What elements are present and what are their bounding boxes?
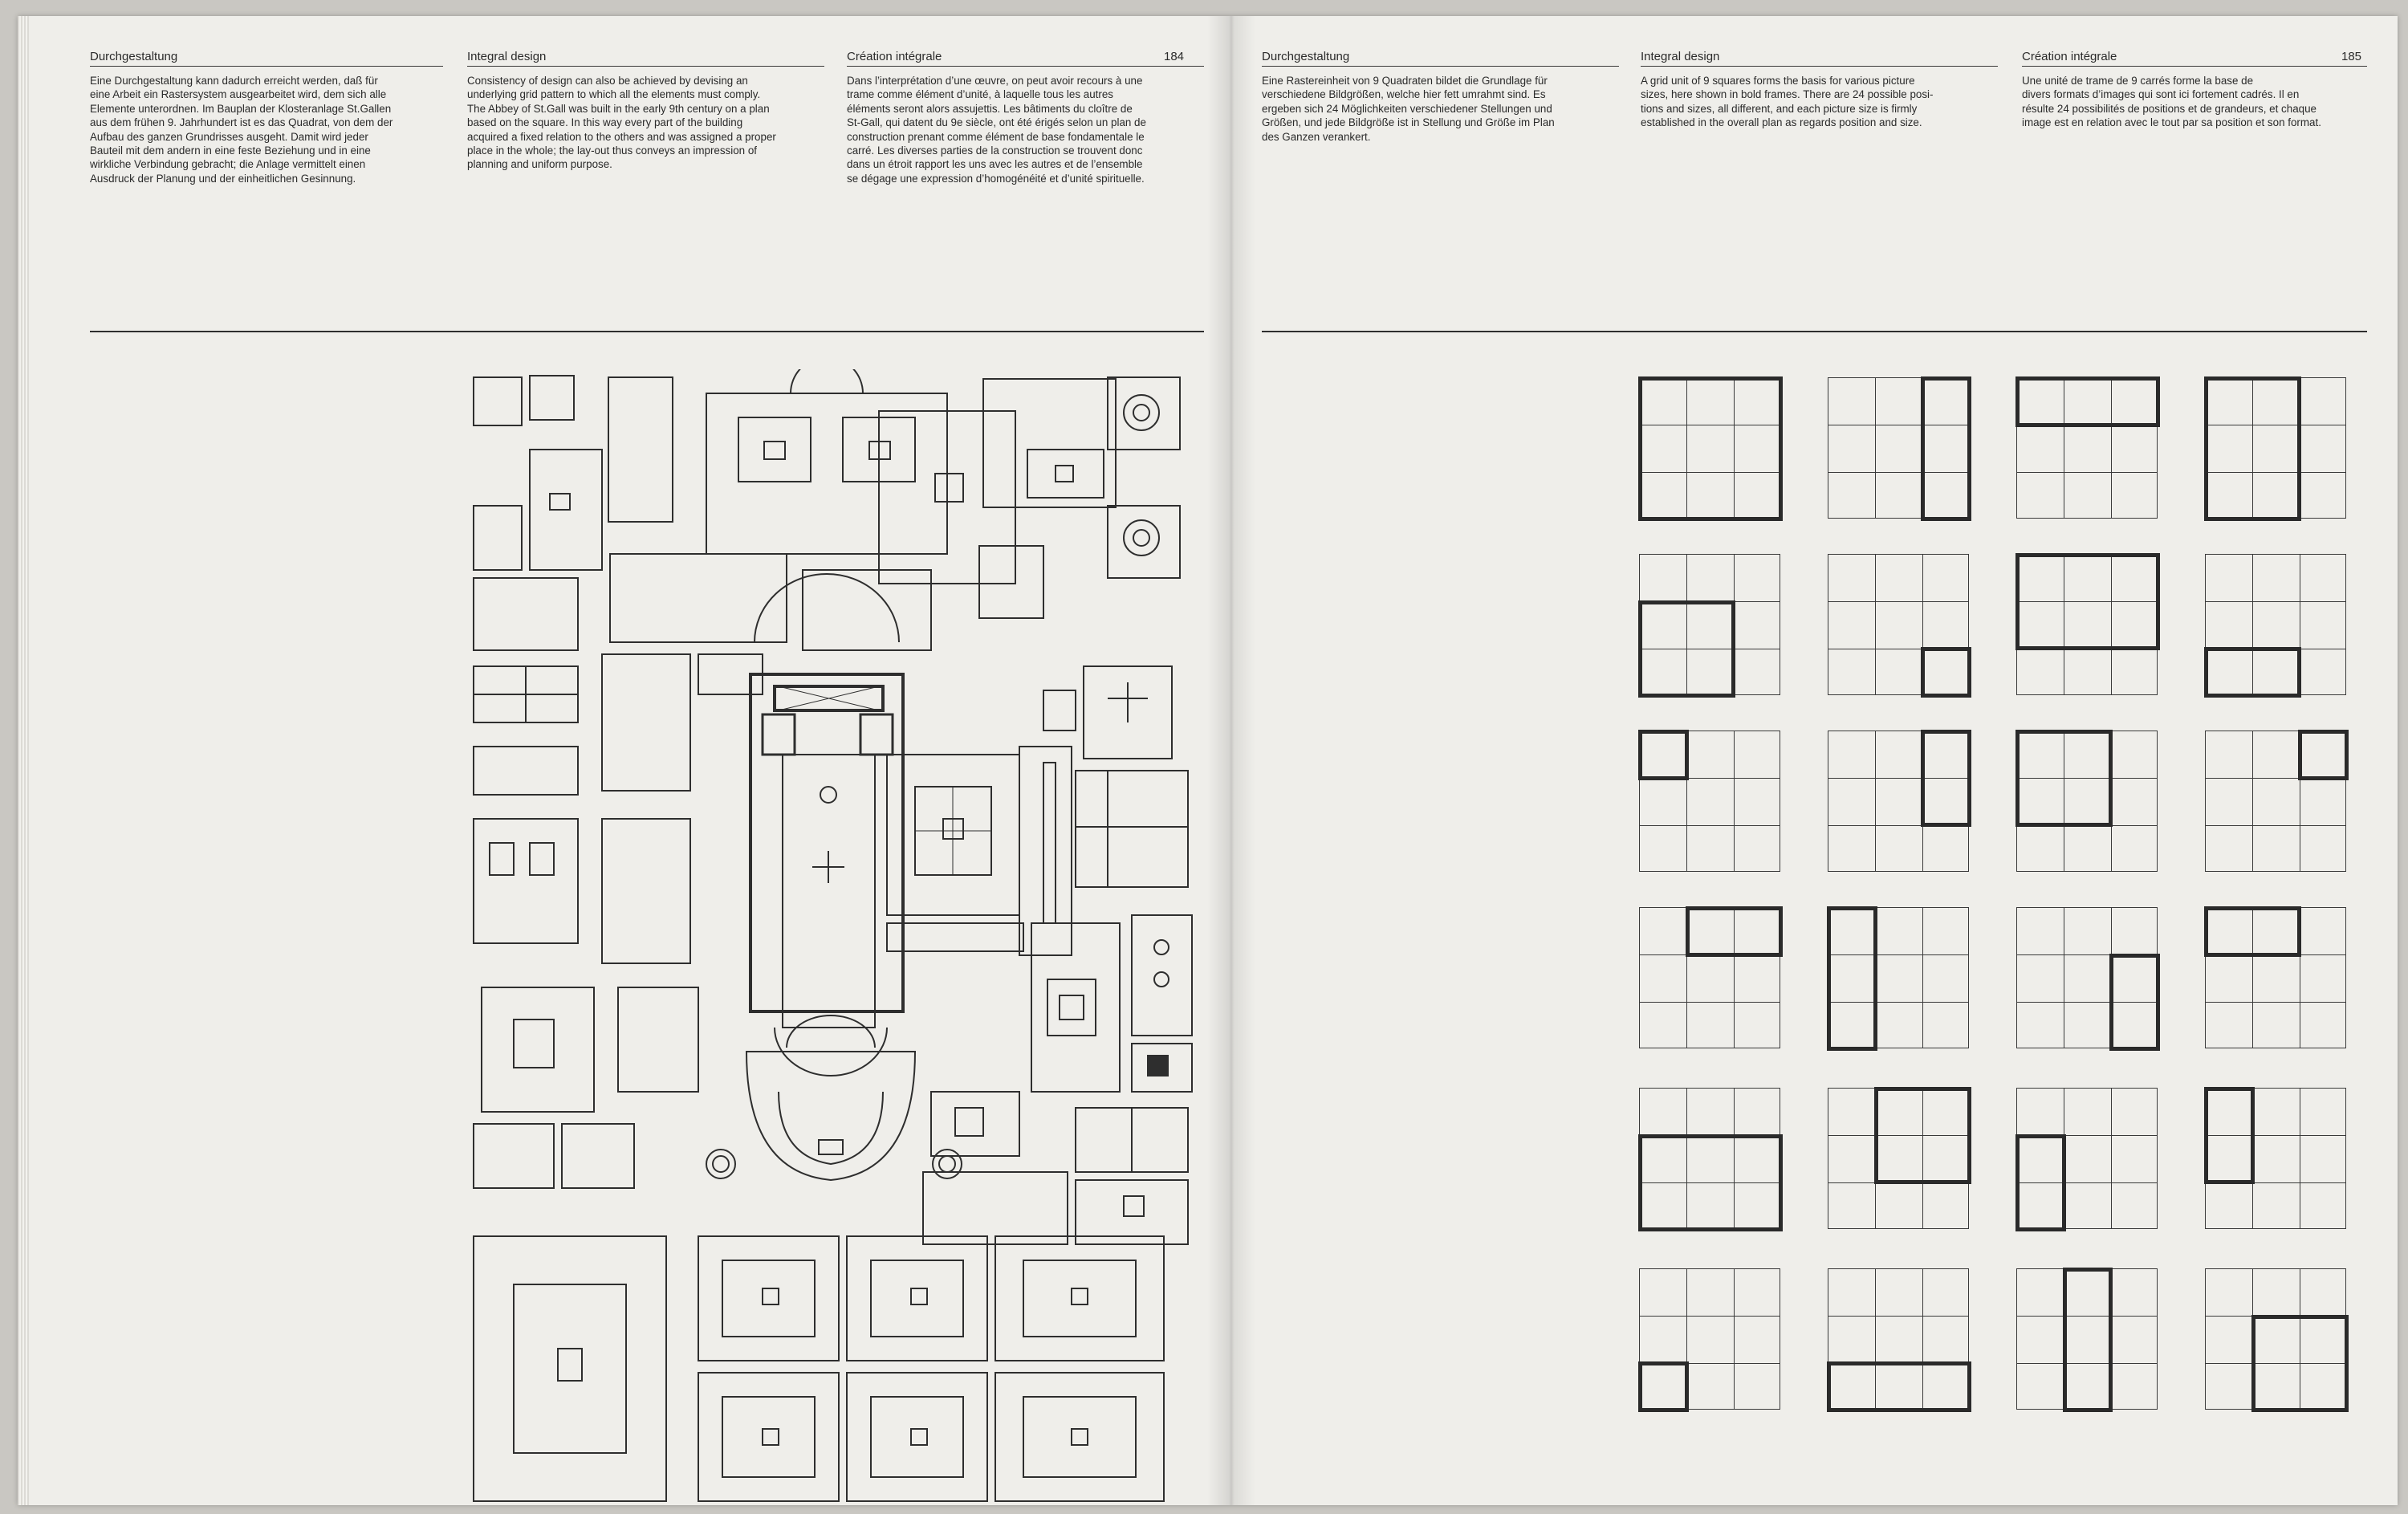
grid-unit-18: [1828, 1088, 1969, 1229]
grid-unit-19: [2016, 1088, 2158, 1229]
grid-line: [1640, 1316, 1780, 1317]
grid-unit-24: [2205, 1268, 2346, 1410]
picture-frame: [1638, 376, 1783, 521]
picture-frame: [2063, 1268, 2113, 1412]
grid-line: [1828, 601, 1968, 602]
picture-frame: [2015, 1134, 2066, 1231]
header-rule: [847, 66, 1204, 67]
page-number: 184: [1164, 50, 1185, 63]
header-rule: [1262, 66, 1619, 67]
picture-frame: [2204, 906, 2301, 957]
header-rule: [467, 66, 824, 67]
grid-line: [2206, 825, 2345, 826]
grid-unit-1: [1639, 377, 1780, 519]
picture-frame: [1638, 1361, 1689, 1412]
picture-frame: [1827, 1361, 1971, 1412]
header-rule: [2022, 66, 2367, 67]
picture-frame: [1921, 730, 1971, 827]
grid-line: [2206, 1002, 2345, 1003]
body-text-fr: Dans l’interprétation d’une œuvre, on peut avoir recours à une trame comme élément d’unité, à laquelle tous les autres éléments seront alors assujettis. Les bâtiments du cloître de St-Gall, qui datent du 9e siècle, ont été érigés selon un plan de construction prenant comme élément de base fondamentale le carré. Les diverses parties de la construction se trouvent donc dans un étroit rapport les uns avec les autres et de l’ensemble se dégage une expression d’homogénéité et d’unité spirituelle.: [847, 75, 1146, 185]
header-rule: [90, 66, 443, 67]
grid-unit-6: [1828, 554, 1969, 695]
grid-unit-23: [2016, 1268, 2158, 1410]
header-rule: [1641, 66, 1998, 67]
picture-frame: [1686, 906, 1783, 957]
grid-unit-4: [2205, 377, 2346, 519]
section-rule: [1262, 331, 2367, 332]
header-en: Integral design: [1641, 50, 1720, 63]
picture-frame: [1921, 376, 1971, 521]
grid-unit-7: [2016, 554, 2158, 695]
right-page: [1230, 16, 2398, 1505]
body-text-en: Consistency of design can also be achieved by devising an underlying grid pattern to which all the elements must comply. The Abbey of St.Gall was built in the early 9th century on a plan based on the square. In this way every part of the building acquired a fixed relation to the others and was assigned a proper place in the whole; the lay-out thus conveys an impression of planning and uniform purpose.: [467, 75, 776, 171]
book-spread: [18, 16, 2398, 1505]
picture-frame: [2251, 1315, 2349, 1412]
body-text-en: A grid unit of 9 squares forms the basis for various picture sizes, here shown in bold frames. There are 24 possible posi- tions and sizes, all different, and each picture size is firmly established in the overall plan as regards position and size.: [1641, 75, 1934, 129]
grid-line: [1734, 731, 1735, 871]
grid-unit-5: [1639, 554, 1780, 695]
grid-unit-12: [2205, 731, 2346, 872]
grid-unit-21: [1639, 1268, 1780, 1410]
grid-unit-2: [1828, 377, 1969, 519]
header-de: Durchgestaltung: [90, 50, 178, 63]
body-text-de: Eine Durchgestaltung kann dadurch erreicht werden, daß für eine Arbeit ein Rastersystem ausgearbeitet wird, dem sich alle Elemente unterordnen. Im Bauplan der Klosteranlage St.Gallen aus dem frühen 9. Jahrhundert ist es das Quadrat, von dem der Aufbau des ganzen Grundrisses ausgeht. Damit wird jeder Bauteil mit dem andern in eine feste Beziehung und in eine wirkliche Verbindung gebracht; die Anlage vermittelt einen Ausdruck der Planung und der einheitlichen Gesinnung.: [90, 75, 393, 185]
picture-frame: [1874, 1087, 1971, 1184]
grid-line: [2252, 731, 2253, 871]
header-en: Integral design: [467, 50, 547, 63]
grid-unit-20: [2205, 1088, 2346, 1229]
picture-frame: [1638, 1134, 1783, 1231]
picture-frame: [2015, 553, 2160, 650]
picture-frame: [2015, 376, 2160, 427]
grid-unit-8: [2205, 554, 2346, 695]
grid-line: [1875, 555, 1876, 694]
grid-unit-15: [2016, 907, 2158, 1048]
page-number: 185: [2341, 50, 2362, 63]
picture-frame: [2015, 730, 2113, 827]
picture-frame: [2204, 376, 2301, 521]
left-page: [18, 16, 1230, 1505]
header-fr: Création intégrale: [847, 50, 942, 63]
section-rule: [90, 331, 1204, 332]
picture-frame: [2204, 647, 2301, 698]
grid-line: [1875, 731, 1876, 871]
grid-line: [1828, 1316, 1968, 1317]
grid-unit-17: [1639, 1088, 1780, 1229]
header-fr: Création intégrale: [2022, 50, 2117, 63]
picture-frame: [1827, 906, 1877, 1051]
grid-line: [1922, 908, 1923, 1048]
picture-frame: [1638, 730, 1689, 780]
grid-line: [1875, 378, 1876, 518]
grid-line: [2111, 1089, 2112, 1228]
grid-line: [2017, 472, 2157, 473]
grid-line: [1734, 1269, 1735, 1409]
grid-unit-9: [1639, 731, 1780, 872]
body-text-de: Eine Rastereinheit von 9 Quadraten bildet die Grundlage für verschiedene Bildgrößen, welche hier fett umrahmt sind. Es ergeben sich 24 Möglichkeiten verschiedener Stellungen und Größen, und jede Bildgröße ist in Stellung und Größe im Plan des Ganzen verankert.: [1262, 75, 1555, 143]
grid-unit-13: [1639, 907, 1780, 1048]
body-text-fr: Une unité de trame de 9 carrés forme la base de divers formats d’images qui sont ici fortement cadrés. Il en résulte 24 possibilités de positions et de grandeurs, et chaque image est en relation avec le tout par sa position et son format.: [2022, 75, 2321, 129]
picture-frame: [2298, 730, 2349, 780]
grid-unit-3: [2016, 377, 2158, 519]
grid-line: [1640, 1002, 1780, 1003]
grid-unit-22: [1828, 1268, 1969, 1410]
grid-unit-10: [1828, 731, 1969, 872]
grid-line: [2206, 601, 2345, 602]
picture-frame: [2109, 954, 2160, 1051]
picture-frame: [1921, 647, 1971, 698]
grid-unit-11: [2016, 731, 2158, 872]
st-gall-abbey-plan: [466, 369, 1204, 1509]
grid-line: [1640, 825, 1780, 826]
grid-unit-16: [2205, 907, 2346, 1048]
grid-unit-14: [1828, 907, 1969, 1048]
header-de: Durchgestaltung: [1262, 50, 1350, 63]
picture-frame: [1638, 600, 1735, 698]
picture-frame: [2204, 1087, 2255, 1184]
